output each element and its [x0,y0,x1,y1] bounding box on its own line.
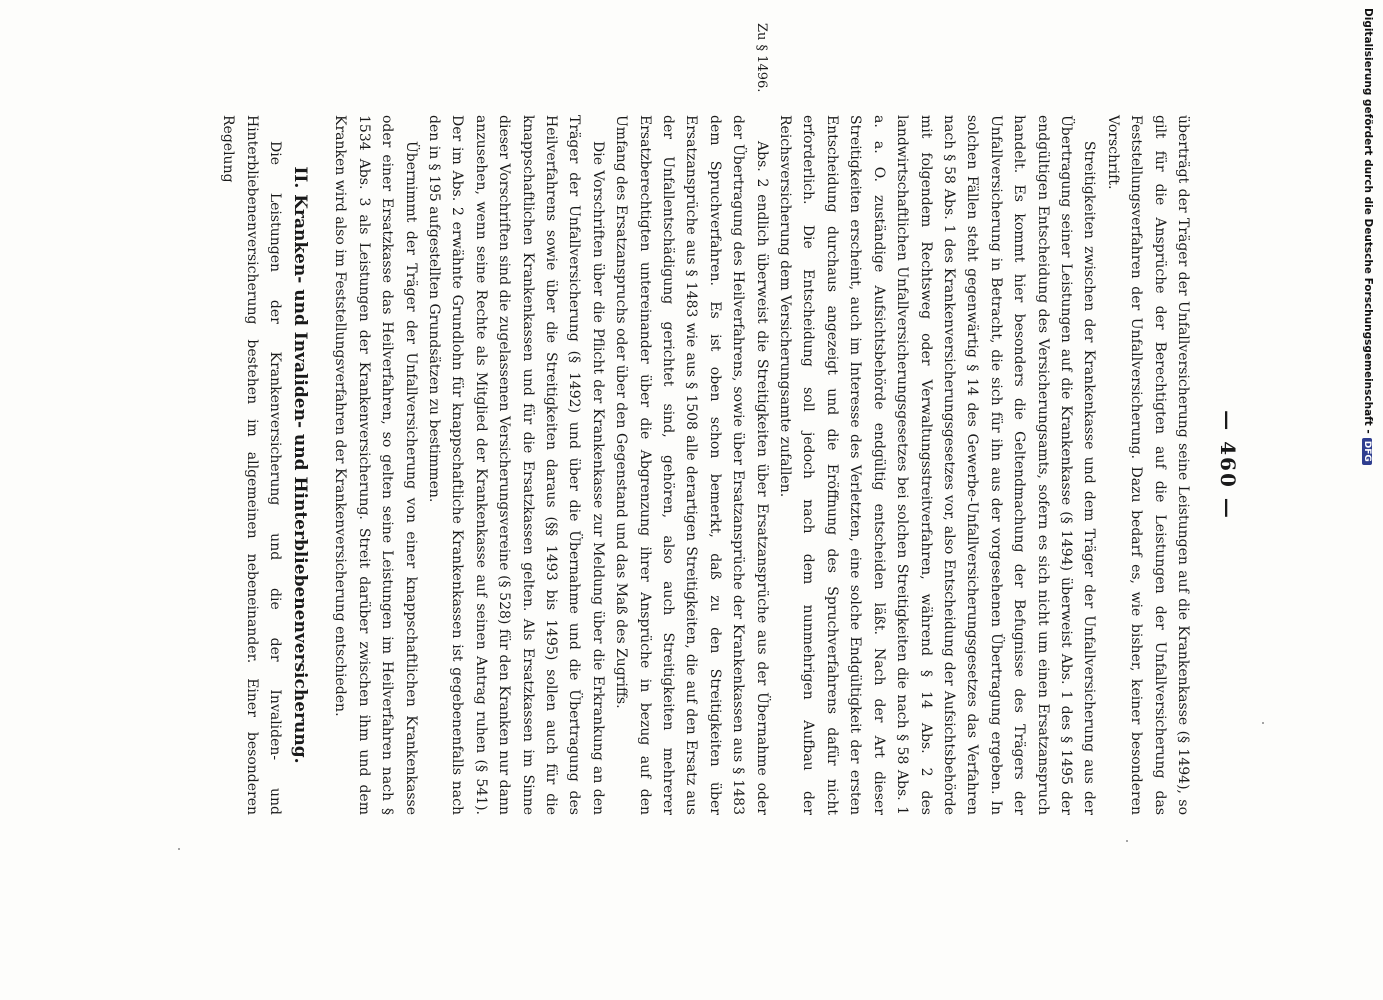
scan-speck [1262,722,1264,724]
margin-note: Zu § 1496. [753,23,769,93]
page-content [100,23,1240,815]
page-number-header: — 460 — [1216,410,1240,520]
section-1496 [609,23,773,815]
digitization-credit [1362,8,1374,465]
paragraph-1: überträgt der Träger der Unfallversicherung seine Leistungen auf die Krankenkasse (§ 1494), so gilt für die Ansprüche der Berechtigten auf die Leistungen der Unfallversicherung das Feststellungsverfahren der Unfallversicherung. Dazu bedarf es, wie bisher, keiner besonderen Vorschrift. [1104,115,1191,815]
paragraph-2: Streitigkeiten zwischen der Krankenkasse und dem Träger der Unfallversicherung aus der Übertragung seiner Leistungen auf die Krankenkasse (§ 1494) überweist Abs. 1 des § 1495 der endgültigen Entscheidung des Versicherungsamts, sofern es sich nicht um einen Ersatzanspruch handelt. Es kommt hier besonders die Geltendmachung der Befugnisse des Trägers der Unfallversicherung in Betracht, die sich für ihn aus der vorgesehenen Übertragung ergeben. In solchen Fällen steht gegenwärtig § 14 des Gewerbe-Unfallversicherungsgesetzes das Verfahren nach § 58 Abs. 1 des Krankenversicherungsgesetzes vor, also Entscheidung der Aufsichtsbehörde mit folgendem Rechtsweg oder Verwaltungsstreitverfahren, während § 14 Abs. 2 des landwirtschaftlichen Unfallversicherungsgesetzes bei solchen Streitigkeiten die nach § 58 Abs. 1 a. a. O. zuständige Aufsichtsbehörde endgültig entscheiden läßt. Nach der Art dieser Streitigkeiten erscheint, auch im Interesse des Verletzten, eine solche Endgültigkeit der ersten Entscheidung durchaus angezeigt und die Eröffnung des Spruchverfahrens dafür nicht erforderlich. Die Entscheidung soll jedoch nach dem nunmehrigen Aufbau der Reichsversicherung dem Versicherungsamte zufallen. [777,115,1098,815]
scan-speck [178,848,180,850]
dfg-logo: DFG [1362,438,1372,465]
paragraph-5: Übernimmt der Träger der Unfallversicherung von einer knappschaftlichen Krankenkasse oder einer Ersatzkasse das Heilverfahren, so gelten seine Leistungen im Heilverfahren nach § 1534 Abs. 3 als Leistungen der Krankenversicherung. Streit darüber zwischen ihm und dem Kranken wird also im Feststellungsverfahren der Krankenversicherung entschieden. [332,115,419,815]
paragraph-4: Die Vorschriften über die Pflicht der Krankenkasse zur Meldung über die Erkrankung an den Träger der Unfallversicherung (§ 1492) und über die Übernahme und die Übertragung des Heilverfahrens sowie über die Streitigkeiten daraus (§§ 1493 bis 1495) sollen auch für die knappschaftlichen Krankenkassen und für die Ersatzkassen gelten. Als Ersatzkassen im Sinne dieser Vorschriften sind die zugelassenen Versicherungsvereine (§ 528) für den Kranken nur dann anzusehen, wenn seine Rechte als Mitglied der Krankenkasse auf seinen Antrag ruhen (§ 541). Der im Abs. 2 erwähnte Grundlohn für knappschaftliche Krankenkassen ist gegebenenfalls nach den in § 195 aufgestellten Grundsätzen zu bestimmen. [426,115,606,815]
paragraph-3: Abs. 2 endlich überweist die Streitigkeiten über Ersatzansprüche aus der Übernahme oder der Übertragung des Heilverfahrens, sowie über Ersatzansprüche der Krankenkassen aus § 1483 dem Spruchverfahren. Es ist oben schon bemerkt, daß zu den Streitigkeiten über Ersatzansprüche aus § 1483 wie aus § 1508 alle derartigen Streitigkeiten, die auf den Ersatz aus der Unfallentschädigung gerichtet sind, gehören, also auch Streitigkeiten mehrerer Ersatzberechtigten untereinander über die Abgrenzung ihrer Ansprüche in bezug auf den Umfang des Ersatzanspruchs oder über den Gegenstand und das Maß des Zugriffs. [613,115,770,815]
paragraph-6: Die Leistungen der Krankenversicherung und die der Invaliden- und Hinterbliebenenversicherung bestehen im allgemeinen nebeneinander. Einer besonderen Regelung [220,115,283,815]
section-heading: II. Kranken- und Invaliden- und Hinterbliebenenversicherung. [289,166,310,764]
credit-text: Digitalisierung gefördert durch die Deutsche Forschungsgemeinschaft - [1362,8,1374,434]
scan-speck [1126,840,1128,842]
